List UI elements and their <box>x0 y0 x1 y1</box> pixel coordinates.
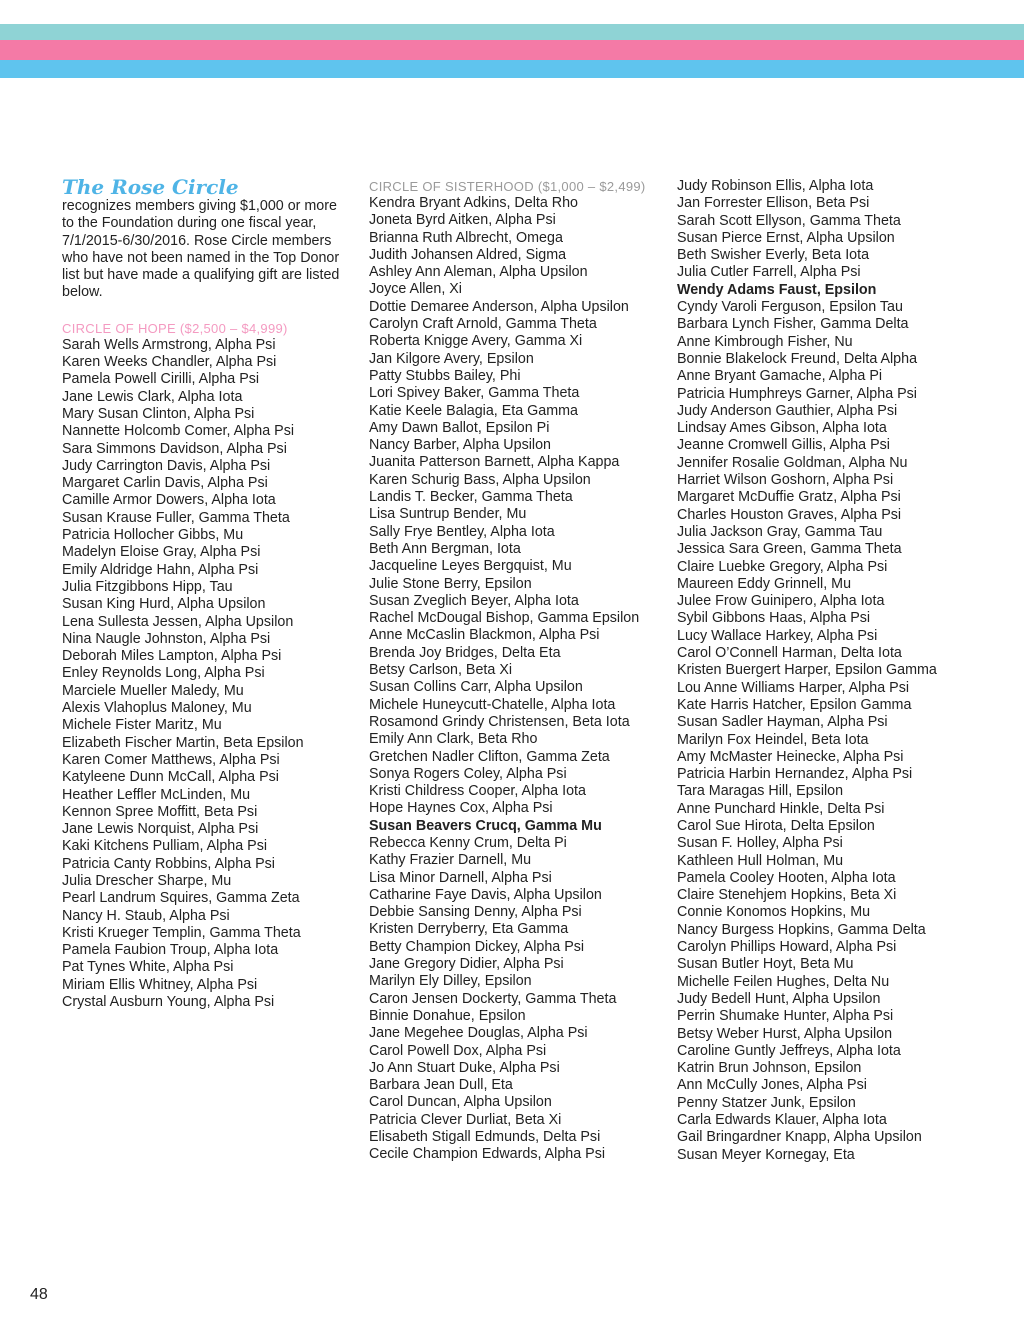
donor-name: Pamela Cooley Hooten, Alpha Iota <box>677 869 896 886</box>
donor-name: Betsy Carlson, Beta Xi <box>369 662 513 679</box>
donor-name: Mary Susan Clinton, Alpha Psi <box>62 405 255 422</box>
top-stripe-teal <box>0 24 1024 40</box>
donor-name: Ashley Ann Aleman, Alpha Upsilon <box>369 264 588 281</box>
donor-name: Sarah Scott Ellyson, Gamma Theta <box>677 212 901 229</box>
donor-name: Lisa Minor Darnell, Alpha Psi <box>369 869 552 886</box>
donor-name: Rebecca Kenny Crum, Delta Pi <box>369 834 567 851</box>
donor-name: Alexis Vlahoplus Maloney, Mu <box>62 700 252 717</box>
donor-name: Catharine Faye Davis, Alpha Upsilon <box>369 886 602 903</box>
donor-name: Lucy Wallace Harkey, Alpha Psi <box>677 627 878 644</box>
donor-name: Julia Jackson Gray, Gamma Tau <box>677 523 883 540</box>
donor-name: Juanita Patterson Barnett, Alpha Kappa <box>369 454 620 471</box>
donor-name: Jane Lewis Clark, Alpha Iota <box>62 388 243 405</box>
donor-name: Patricia Canty Robbins, Alpha Psi <box>62 855 275 872</box>
donor-name: Susan Sadler Hayman, Alpha Psi <box>677 714 888 731</box>
donor-name: Enley Reynolds Long, Alpha Psi <box>62 665 265 682</box>
donor-name: Judy Robinson Ellis, Alpha Iota <box>677 178 874 194</box>
donor-name: Heather Leffler McLinden, Mu <box>62 786 251 803</box>
donor-name: Kate Harris Hatcher, Epsilon Gamma <box>677 696 912 713</box>
donor-name: Binnie Donahue, Epsilon <box>369 1007 526 1024</box>
donor-name: Brenda Joy Bridges, Delta Eta <box>369 644 561 661</box>
donor-name: Betty Champion Dickey, Alpha Psi <box>369 938 585 955</box>
donor-name: Sybil Gibbons Haas, Alpha Psi <box>677 610 871 627</box>
top-stripe-pink <box>0 40 1024 60</box>
donor-name: Pamela Faubion Troup, Alpha Iota <box>62 942 279 959</box>
donor-name: Susan Butler Hoyt, Beta Mu <box>677 956 854 973</box>
donor-name: Nina Naugle Johnston, Alpha Psi <box>62 630 271 647</box>
donor-name: Amy Dawn Ballot, Epsilon Pi <box>369 419 550 436</box>
donor-name: Crystal Ausburn Young, Alpha Psi <box>62 994 275 1011</box>
donor-name: Brianna Ruth Albrecht, Omega <box>369 229 563 246</box>
donor-name: Tara Maragas Hill, Epsilon <box>677 783 844 800</box>
donor-name: Pat Tynes White, Alpha Psi <box>62 959 234 976</box>
donor-name: Marciele Mueller Maledy, Mu <box>62 682 244 699</box>
donor-name: Claire Stenehjem Hopkins, Beta Xi <box>677 887 897 904</box>
donor-name: Lou Anne Williams Harper, Alpha Psi <box>677 679 910 696</box>
donor-name: Katrin Brun Johnson, Epsilon <box>677 1060 862 1077</box>
donor-name: Michelle Feilen Hughes, Delta Nu <box>677 973 890 990</box>
donor-name: Penny Statzer Junk, Epsilon <box>677 1094 856 1111</box>
donor-name: Jennifer Rosalie Goldman, Alpha Nu <box>677 454 908 471</box>
donor-name: Susan Zveglich Beyer, Alpha Iota <box>369 592 579 609</box>
donor-name: Julia Fitzgibbons Hipp, Tau <box>62 578 233 595</box>
donor-name: Judith Johansen Aldred, Sigma <box>369 246 567 263</box>
donor-name: Judy Carrington Davis, Alpha Psi <box>62 457 271 474</box>
donor-name: Amy McMaster Heinecke, Alpha Psi <box>677 748 904 765</box>
donor-name: Carolyn Phillips Howard, Alpha Psi <box>677 939 897 956</box>
donor-name: Landis T. Becker, Gamma Theta <box>369 489 573 506</box>
donor-name: Caron Jensen Dockerty, Gamma Theta <box>369 990 617 1007</box>
donor-name: Patricia Hollocher Gibbs, Mu <box>62 527 244 544</box>
donor-name: Joneta Byrd Aitken, Alpha Psi <box>369 212 556 229</box>
donor-name: Cecile Champion Edwards, Alpha Psi <box>369 1146 606 1163</box>
donor-name: Marilyn Fox Heindel, Beta Iota <box>677 731 869 748</box>
donor-name: Margaret Carlin Davis, Alpha Psi <box>62 475 268 492</box>
donor-name: Lori Spivey Baker, Gamma Theta <box>369 385 580 402</box>
donor-name: Susan Krause Fuller, Gamma Theta <box>62 509 290 526</box>
donor-name: Kendra Bryant Adkins, Delta Rho <box>369 195 579 211</box>
donor-name: Carla Edwards Klauer, Alpha Iota <box>677 1112 887 1129</box>
donor-name: Susan F. Holley, Alpha Psi <box>677 835 843 852</box>
donor-name: Cyndy Varoli Ferguson, Epsilon Tau <box>677 299 903 316</box>
donor-name: Hope Haynes Cox, Alpha Psi <box>369 800 553 817</box>
donor-name: Michele Huneycutt-Chatelle, Alpha Iota <box>369 696 616 713</box>
page-number: 48 <box>30 1286 48 1303</box>
donor-name: Emily Ann Clark, Beta Rho <box>369 731 538 748</box>
top-stripe-blue <box>0 60 1024 78</box>
donor-name: Julia Cutler Farrell, Alpha Psi <box>677 264 861 281</box>
donor-name: Patricia Clever Durliat, Beta Xi <box>369 1111 562 1128</box>
donor-name: Camille Armor Dowers, Alpha Iota <box>62 492 276 509</box>
donor-name: Madelyn Eloise Gray, Alpha Psi <box>62 544 261 561</box>
donor-name: Carolyn Craft Arnold, Gamma Theta <box>369 316 597 333</box>
donor-name: Jane Gregory Didier, Alpha Psi <box>369 956 564 973</box>
donor-name: Caroline Guntly Jeffreys, Alpha Iota <box>677 1042 901 1059</box>
donor-name: Lena Sullesta Jessen, Alpha Upsilon <box>62 613 294 630</box>
donor-name: Lisa Suntrup Bender, Mu <box>369 506 527 523</box>
donor-name: Sally Frye Bentley, Alpha Iota <box>369 523 555 540</box>
donor-name: Bonnie Blakelock Freund, Delta Alpha <box>677 350 918 367</box>
donor-name: Susan Pierce Ernst, Alpha Upsilon <box>677 229 895 246</box>
donor-name: Kristi Childress Cooper, Alpha Iota <box>369 783 586 800</box>
donor-name: Charles Houston Graves, Alpha Psi <box>677 506 902 523</box>
donor-name: Claire Luebke Gregory, Alpha Psi <box>677 558 888 575</box>
donor-name: Carol Sue Hirota, Delta Epsilon <box>677 817 875 834</box>
circle-of-sisterhood-list-part-2 <box>677 178 977 1164</box>
column-1 <box>62 176 352 1011</box>
donor-name: Carol O’Connell Harman, Delta Iota <box>677 645 902 662</box>
donor-name: Harriet Wilson Goshorn, Alpha Psi <box>677 472 894 489</box>
donor-name: Kennon Spree Moffitt, Beta Psi <box>62 803 258 820</box>
donor-name: Judy Anderson Gauthier, Alpha Psi <box>677 402 898 419</box>
donor-name: Kaki Kitchens Pulliam, Alpha Psi <box>62 838 268 855</box>
circle-of-hope-heading: CIRCLE OF HOPE ($2,500 – $4,999) <box>62 320 288 336</box>
donor-name: Kristen Derryberry, Eta Gamma <box>369 921 569 938</box>
donor-name: Barbara Lynch Fisher, Gamma Delta <box>677 316 909 333</box>
donor-name: Michele Fister Maritz, Mu <box>62 717 222 734</box>
donor-name: Rachel McDougal Bishop, Gamma Epsilon <box>369 610 640 627</box>
donor-name: Marilyn Ely Dilley, Epsilon <box>369 973 532 990</box>
donor-name: Anne Punchard Hinkle, Delta Psi <box>677 800 885 817</box>
donor-name: Connie Konomos Hopkins, Mu <box>677 904 871 921</box>
donor-name: Beth Ann Bergman, Iota <box>369 540 521 557</box>
donor-name: Katie Keele Balagia, Eta Gamma <box>369 402 579 419</box>
donor-name: Deborah Miles Lampton, Alpha Psi <box>62 648 282 665</box>
donor-name: Carol Duncan, Alpha Upsilon <box>369 1094 552 1111</box>
donor-name: Emily Aldridge Hahn, Alpha Psi <box>62 561 259 578</box>
donor-name: Julie Stone Berry, Epsilon <box>369 575 532 592</box>
donor-name: Julee Frow Guinipero, Alpha Iota <box>677 593 885 610</box>
donor-name: Sara Simmons Davidson, Alpha Psi <box>62 440 287 457</box>
donor-name: Pearl Landrum Squires, Gamma Zeta <box>62 890 300 907</box>
donor-name: Karen Schurig Bass, Alpha Upsilon <box>369 471 591 488</box>
donor-name: Patricia Harbin Hernandez, Alpha Psi <box>677 766 913 783</box>
donor-name: Anne Bryant Gamache, Alpha Pi <box>677 368 883 385</box>
donor-name: Betsy Weber Hurst, Alpha Upsilon <box>677 1025 893 1042</box>
donor-name: Jane Megehee Douglas, Alpha Psi <box>369 1025 588 1042</box>
donor-name: Jan Kilgore Avery, Epsilon <box>369 350 534 367</box>
donor-name: Kristi Krueger Templin, Gamma Theta <box>62 924 301 941</box>
donor-name: Kristen Buergert Harper, Epsilon Gamma <box>677 662 937 679</box>
donor-name: Gail Bringardner Knapp, Alpha Upsilon <box>677 1129 922 1146</box>
donor-name: Jo Ann Stuart Duke, Alpha Psi <box>369 1059 560 1076</box>
donor-name: Jan Forrester Ellison, Beta Psi <box>677 195 870 212</box>
donor-name: Anne McCaslin Blackmon, Alpha Psi <box>369 627 600 644</box>
donor-name: Lindsay Ames Gibson, Alpha Iota <box>677 420 887 437</box>
donor-name: Nancy H. Staub, Alpha Psi <box>62 907 230 924</box>
donor-name: Dottie Demaree Anderson, Alpha Upsilon <box>369 298 629 315</box>
donor-name: Julia Drescher Sharpe, Mu <box>62 872 232 889</box>
donor-name: Katyleene Dunn McCall, Alpha Psi <box>62 769 279 786</box>
donor-name: Susan Collins Carr, Alpha Upsilon <box>369 679 583 696</box>
donor-name: Kathleen Hull Holman, Mu <box>677 852 844 869</box>
section-title: The Rose Circle <box>62 175 239 199</box>
donor-name: Jessica Sara Green, Gamma Theta <box>677 541 902 558</box>
donor-name: Beth Swisher Everly, Beta Iota <box>677 247 870 264</box>
donor-name: Judy Bedell Hunt, Alpha Upsilon <box>677 990 881 1007</box>
donor-name: Nancy Barber, Alpha Upsilon <box>369 437 551 454</box>
donor-name: Roberta Knigge Avery, Gamma Xi <box>369 333 583 350</box>
column-2 <box>369 176 661 1164</box>
donor-name: Joyce Allen, Xi <box>369 281 462 298</box>
donor-name: Elisabeth Stigall Edmunds, Delta Psi <box>369 1129 601 1146</box>
donor-name: Wendy Adams Faust, Epsilon <box>677 281 877 298</box>
donor-name: Margaret McDuffie Gratz, Alpha Psi <box>677 489 901 506</box>
donor-name: Patricia Humphreys Garner, Alpha Psi <box>677 385 917 402</box>
donor-name: Jane Lewis Norquist, Alpha Psi <box>62 821 259 838</box>
donor-name: Jacqueline Leyes Bergquist, Mu <box>369 558 572 575</box>
donor-name: Susan Meyer Kornegay, Eta <box>677 1146 855 1163</box>
donor-name: Nannette Holcomb Comer, Alpha Psi <box>62 423 295 440</box>
donor-name: Elizabeth Fischer Martin, Beta Epsilon <box>62 734 304 751</box>
donor-name: Gretchen Nadler Clifton, Gamma Zeta <box>369 748 610 765</box>
circle-of-sisterhood-list-part-1 <box>369 195 661 1164</box>
donor-name: Anne Kimbrough Fisher, Nu <box>677 333 853 350</box>
donor-name: Debbie Sansing Denny, Alpha Psi <box>369 904 582 921</box>
donor-name: Sonya Rogers Coley, Alpha Psi <box>369 765 567 782</box>
circle-of-hope-list <box>62 337 352 1012</box>
donor-name: Barbara Jean Dull, Eta <box>369 1077 513 1094</box>
donor-name: Karen Weeks Chandler, Alpha Psi <box>62 354 277 371</box>
circle-of-sisterhood-heading: CIRCLE OF SISTERHOOD ($1,000 – $2,499) <box>369 179 646 194</box>
donor-name: Perrin Shumake Hunter, Alpha Psi <box>677 1008 894 1025</box>
column-3 <box>677 178 977 1164</box>
donor-name: Miriam Ellis Whitney, Alpha Psi <box>62 976 258 993</box>
donor-name: Kathy Frazier Darnell, Mu <box>369 852 532 869</box>
donor-name: Karen Comer Matthews, Alpha Psi <box>62 751 280 768</box>
donor-name: Maureen Eddy Grinnell, Mu <box>677 575 852 592</box>
donor-name: Susan King Hurd, Alpha Upsilon <box>62 596 266 613</box>
donor-name: Pamela Powell Cirilli, Alpha Psi <box>62 371 260 388</box>
donor-name: Susan Beavers Crucq, Gamma Mu <box>369 817 602 834</box>
donor-name: Sarah Wells Armstrong, Alpha Psi <box>62 336 276 353</box>
donor-name: Jeanne Cromwell Gillis, Alpha Psi <box>677 437 890 454</box>
donor-name: Nancy Burgess Hopkins, Gamma Delta <box>677 921 926 938</box>
donor-name: Ann McCully Jones, Alpha Psi <box>677 1077 867 1094</box>
donor-name: Patty Stubbs Bailey, Phi <box>369 367 521 384</box>
intro-paragraph: recognizes members giving $1,000 or more to the Foundation during one fiscal year, 7/1/2015-6/30/2016. Rose Circle members who have not been named in the Top Donor list but have made a qualifying gift are listed below. <box>62 198 340 301</box>
donor-name: Carol Powell Dox, Alpha Psi <box>369 1042 547 1059</box>
donor-name: Rosamond Grindy Christensen, Beta Iota <box>369 713 630 730</box>
